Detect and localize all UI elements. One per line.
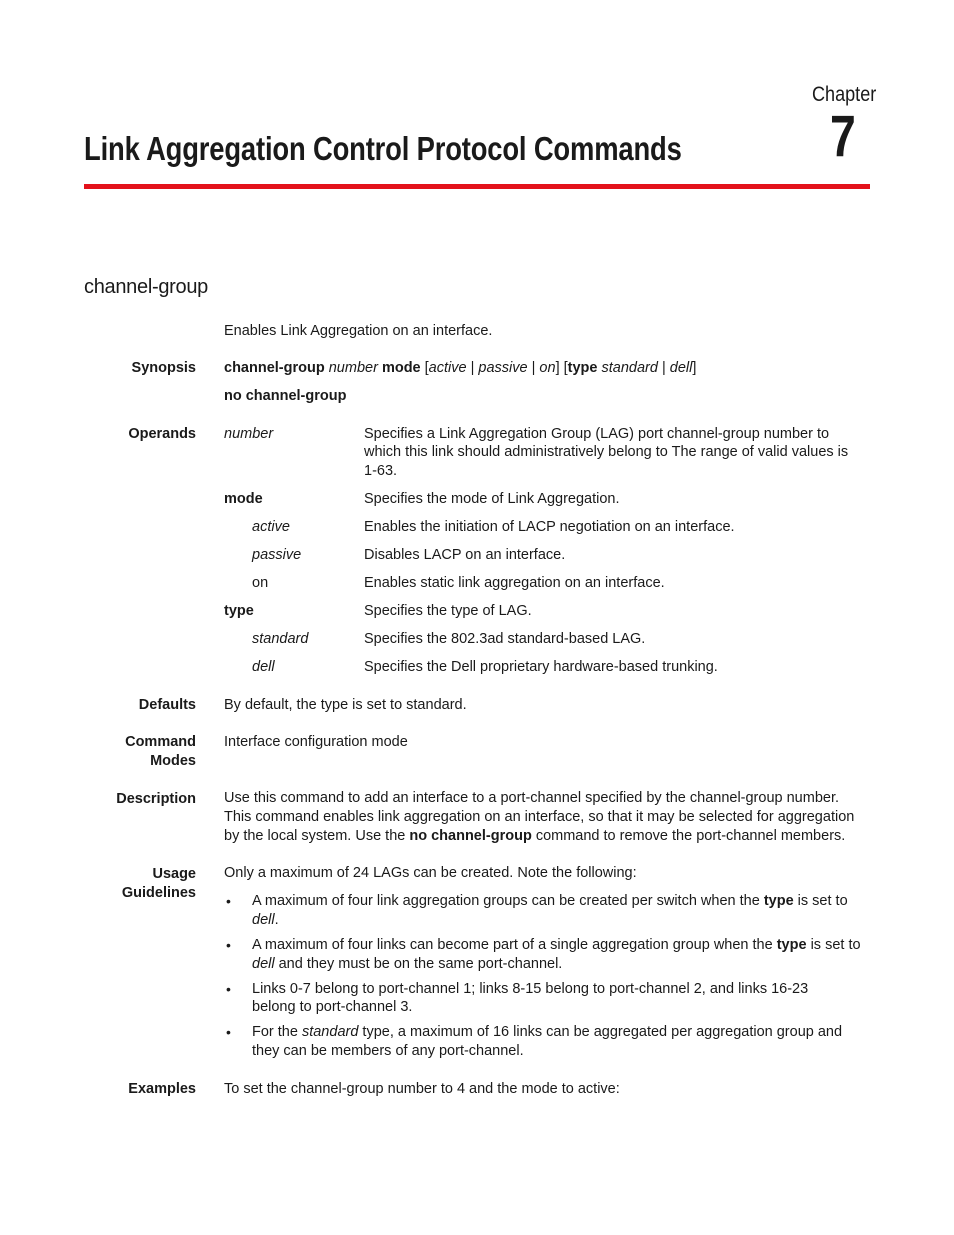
operand-number-desc-2: which this link should administratively belong to The range of valid values is: [364, 444, 849, 460]
bullet-2-line-2: dell and they must be on the same port-channel.: [252, 956, 563, 972]
operand-number-desc-1: Specifies a Link Aggregation Group (LAG) port channel-group number to: [364, 426, 830, 442]
operand-active-name: active: [252, 519, 290, 535]
bullet-2-marker: •: [226, 937, 231, 953]
chapter-label: Chapter: [812, 83, 877, 106]
operand-standard-name: standard: [252, 631, 309, 647]
command-modes-text: Interface configuration mode: [224, 734, 408, 750]
bullet-3-marker: •: [226, 981, 231, 997]
label-usage-2: Guidelines: [121, 885, 196, 901]
synopsis-line: channel-group number mode [active | passive | on] [type standard | dell]: [224, 360, 697, 376]
bullet-4-marker: •: [226, 1024, 231, 1040]
description-line-1: Use this command to add an interface to a port-channel specified by the channel-group number.: [224, 790, 840, 806]
chapter-number: 7: [830, 104, 856, 169]
operand-passive-desc: Disables LACP on an interface.: [364, 547, 566, 563]
operand-type-name: type: [224, 603, 254, 619]
title-rule: [84, 184, 870, 189]
label-command-modes-2: Modes: [150, 753, 196, 769]
operand-dell-desc: Specifies the Dell proprietary hardware-based trunking.: [364, 659, 718, 675]
usage-intro: Only a maximum of 24 LAGs can be created. Note the following:: [224, 865, 637, 881]
examples-text: To set the channel-group number to 4 and the mode to active:: [224, 1081, 620, 1097]
label-command-modes-1: Command: [125, 734, 196, 750]
label-description: Description: [116, 791, 196, 807]
label-defaults: Defaults: [138, 697, 196, 713]
operand-active-desc: Enables the initiation of LACP negotiation on an interface.: [364, 519, 735, 535]
operand-mode-desc: Specifies the mode of Link Aggregation.: [364, 491, 620, 507]
bullet-1-line-2: dell.: [252, 912, 279, 928]
bullet-4-line-2: they can be members of any port-channel.: [252, 1043, 524, 1059]
description-line-2: This command enables link aggregation on an interface, so that it may be selected for aggregation: [224, 809, 855, 825]
operand-mode-name: mode: [224, 491, 263, 507]
operand-type-desc: Specifies the type of LAG.: [364, 603, 532, 619]
synopsis-no-command: no channel-group: [224, 388, 347, 404]
bullet-1-marker: •: [226, 893, 231, 909]
operand-passive-name: passive: [252, 547, 302, 563]
label-usage-1: Usage: [152, 866, 196, 882]
section-title: channel-group: [84, 276, 208, 298]
bullet-1-line-1: A maximum of four link aggregation groups can be created per switch when the type is set to: [252, 893, 848, 909]
operand-dell-name: dell: [252, 659, 275, 675]
chapter-title: Link Aggregation Control Protocol Commands: [84, 130, 682, 167]
label-examples: Examples: [128, 1081, 196, 1097]
bullet-3-line-1: Links 0-7 belong to port-channel 1; links 8-15 belong to port-channel 2, and links 16-23: [252, 981, 809, 997]
defaults-text: By default, the type is set to standard.: [224, 697, 467, 713]
operand-standard-desc: Specifies the 802.3ad standard-based LAG.: [364, 631, 646, 647]
section-intro: Enables Link Aggregation on an interface.: [224, 323, 493, 339]
bullet-3-line-2: belong to port-channel 3.: [252, 999, 413, 1015]
operand-on-desc: Enables static link aggregation on an interface.: [364, 575, 665, 591]
operand-number-desc-3: 1-63.: [364, 463, 398, 479]
description-line-3: by the local system. Use the no channel-group command to remove the port-channel members.: [224, 828, 846, 844]
operand-on-name: on: [252, 575, 269, 591]
label-synopsis: Synopsis: [131, 360, 196, 376]
label-operands: Operands: [128, 426, 196, 442]
bullet-2-line-1: A maximum of four links can become part of a single aggregation group when the type is set to: [252, 937, 861, 953]
bullet-4-line-1: For the standard type, a maximum of 16 links can be aggregated per aggregation group and: [252, 1024, 843, 1040]
operand-number-name: number: [224, 426, 274, 442]
